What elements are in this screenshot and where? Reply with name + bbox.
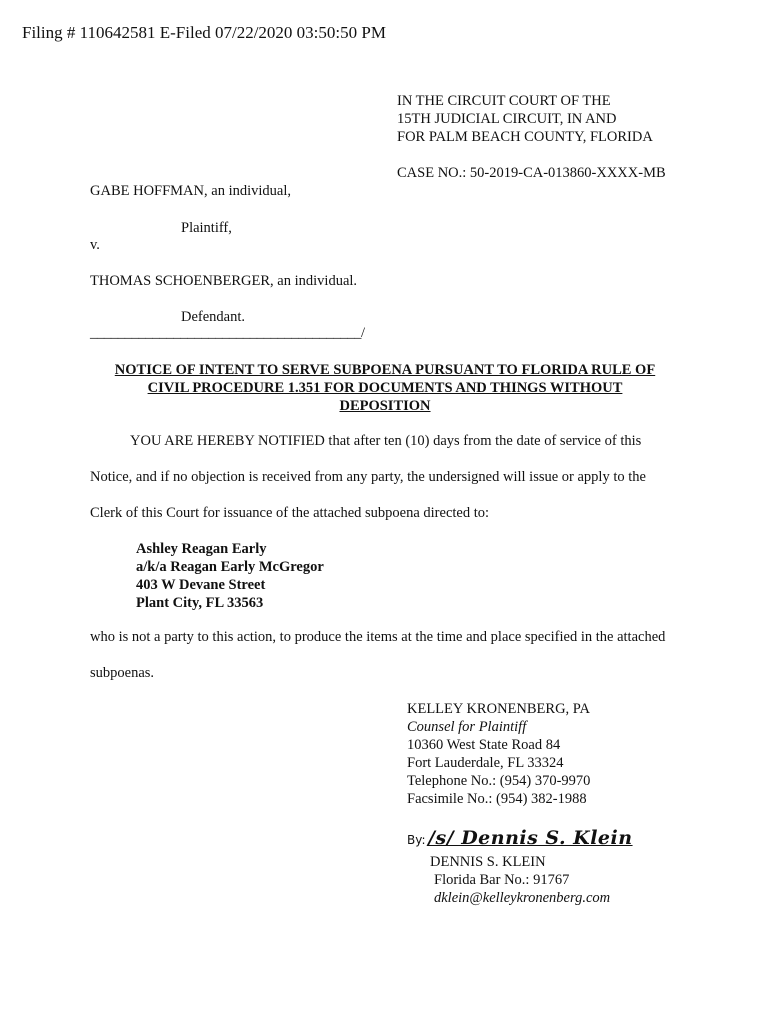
telephone: Telephone No.: (954) 370-9970 [407,773,591,789]
body-line: YOU ARE HEREBY NOTIFIED that after ten (10) days from the date of service of this [130,433,642,449]
counsel-role: Counsel for Plaintiff [407,719,527,735]
body-line: who is not a party to this action, to produce the items at the time and place specified in the attached [90,629,666,645]
court-line: IN THE CIRCUIT COURT OF THE [397,93,611,109]
title-line: DEPOSITION [339,398,431,414]
signature: /s/ Dennis S. Klein [428,827,633,849]
filing-header: Filing # 110642581 E-Filed 07/22/2020 03:50:50 PM [22,23,386,42]
plaintiff-name: GABE HOFFMAN, an individual, [90,183,291,199]
title-line: CIVIL PROCEDURE 1.351 FOR DOCUMENTS AND THINGS WITHOUT [147,380,623,396]
recipient-line: Ashley Reagan Early [136,541,267,557]
recipient-line: Plant City, FL 33563 [136,595,264,611]
firm-name: KELLEY KRONENBERG, PA [407,701,590,717]
signer-email: dklein@kelleykronenberg.com [434,890,611,906]
body-line: subpoenas. [90,665,155,681]
defendant-label: Defendant. [181,309,246,325]
bar-number: Florida Bar No.: 91767 [434,872,570,888]
court-line: 15TH JUDICIAL CIRCUIT, IN AND [397,111,617,127]
plaintiff-label: Plaintiff, [181,220,232,236]
body-line: Clerk of this Court for issuance of the attached subpoena directed to: [90,505,490,521]
title-line: NOTICE OF INTENT TO SERVE SUBPOENA PURSUANT TO FLORIDA RULE OF [114,362,656,378]
by-label: By: [407,833,426,847]
versus: v. [90,237,100,253]
court-line: FOR PALM BEACH COUNTY, FLORIDA [397,129,653,145]
case-number: CASE NO.: 50-2019-CA-013860-XXXX-MB [397,165,666,181]
defendant-name: THOMAS SCHOENBERGER, an individual. [90,273,358,289]
address-line: 10360 West State Road 84 [407,737,561,753]
address-line: Fort Lauderdale, FL 33324 [407,755,564,771]
facsimile: Facsimile No.: (954) 382-1988 [407,791,587,807]
caption-rule: _______________________________________/ [90,325,365,341]
body-line: Notice, and if no objection is received from any party, the undersigned will issue or apply to the [90,469,646,485]
recipient-line: a/k/a Reagan Early McGregor [136,559,324,575]
signer-name: DENNIS S. KLEIN [430,854,546,870]
recipient-line: 403 W Devane Street [136,577,266,593]
